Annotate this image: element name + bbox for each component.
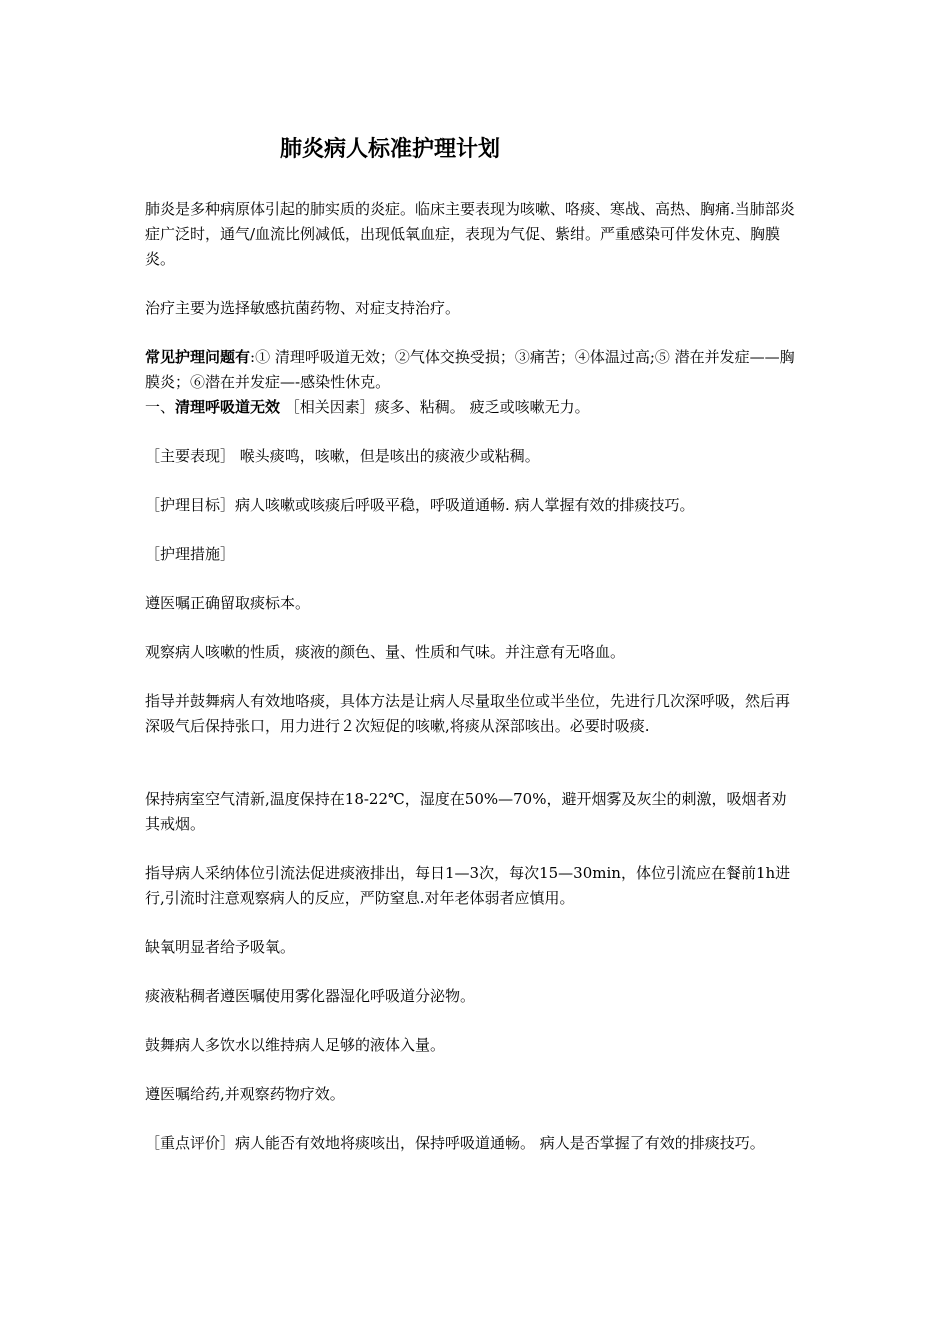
measure-item: 缺氧明显者给予吸氧。 — [145, 938, 296, 956]
measure-item: 指导病人采纳体位引流法促进痰液排出，每日1—3次，每次15—30min，体位引流应在餐前1h进行,引流时注意观察病人的反应，严防窒息.对年老体弱者应慎用。 — [145, 864, 791, 907]
measure-item: 保持病室空气清新,温度保持在18-22℃，湿度在50%—70%，避开烟雾及灰尘的刺激，吸烟者劝其戒烟。 — [145, 790, 787, 833]
document-body — [145, 197, 800, 1156]
related-factors: ［相关因素］痰多、粘稠。 疲乏或咳嗽无力。 — [280, 398, 590, 416]
nursing-goal: ［护理目标］病人咳嗽或咳痰后呼吸平稳，呼吸道通畅. 病人掌握有效的排痰技巧。 — [145, 496, 695, 514]
intro-paragraph: 肺炎是多种病原体引起的肺实质的炎症。临床主要表现为咳嗽、咯痰、寒战、高热、胸痛.当肺部炎症广泛时，通气/血流比例减低，出现低氧血症，表现为气促、紫绀。严重感染可伴发休克、胸膜炎。 — [145, 200, 795, 268]
section-heading-line — [145, 395, 800, 420]
measure-item: 遵医嘱给药,并观察药物疗效。 — [145, 1085, 345, 1103]
measure-item: 鼓舞病人多饮水以维持病人足够的液体入量。 — [145, 1036, 446, 1054]
document-title: 肺炎病人标准护理计划 — [280, 137, 501, 162]
section-heading: 清理呼吸道无效 — [175, 398, 281, 416]
measure-item: 痰液粘稠者遵医嘱使用雾化器湿化呼吸道分泌物。 — [145, 987, 476, 1005]
common-problems-text: :① 清理呼吸道无效；②气体交换受损；③痛苦；④体温过高;⑤ 潜在并发症——胸膜炎；⑥潜在并发症—-感染性休克。 — [145, 348, 795, 391]
measure-item: 指导并鼓舞病人有效地咯痰，具体方法是让病人尽量取坐位或半坐位，先进行几次深呼吸，然后再深吸气后保持张口，用力进行２次短促的咳嗽,将痰从深部咳出。必要时吸痰. — [145, 692, 791, 735]
treatment-paragraph: 治疗主要为选择敏感抗菌药物、对症支持治疗。 — [145, 299, 461, 317]
nursing-measures-label: ［护理措施］ — [145, 545, 236, 563]
section-number: 一、 — [145, 398, 176, 416]
key-evaluation: ［重点评价］病人能否有效地将痰咳出，保持呼吸道通畅。 病人是否掌握了有效的排痰技巧。 — [145, 1134, 765, 1152]
measure-item: 观察病人咳嗽的性质，痰液的颜色、量、性质和气味。并注意有无咯血。 — [145, 643, 626, 661]
measure-item: 遵医嘱正确留取痰标本。 — [145, 594, 311, 612]
common-problems-label: 常见护理问题有 — [145, 348, 251, 366]
common-problems-paragraph — [145, 345, 800, 395]
main-manifestation: ［主要表现］ 喉头痰鸣，咳嗽，但是咳出的痰液少或粘稠。 — [145, 447, 540, 465]
